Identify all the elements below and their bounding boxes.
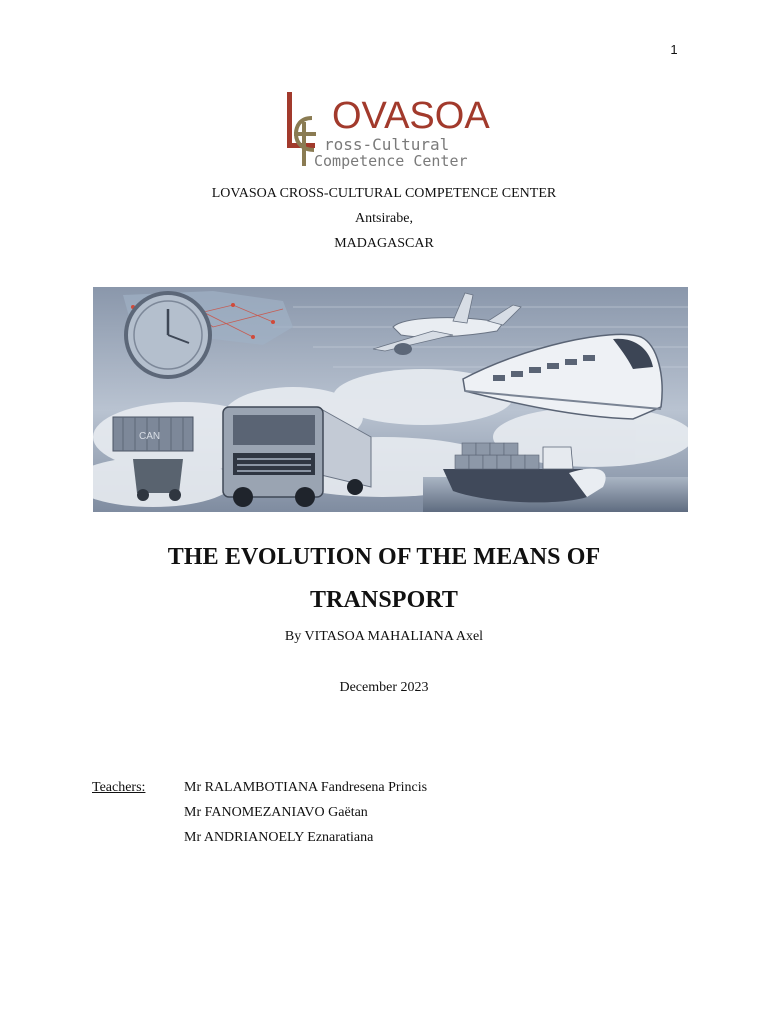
lovasoa-logo bbox=[284, 88, 504, 170]
document-title-line1: THE EVOLUTION OF THE MEANS OF bbox=[167, 544, 601, 570]
transport-collage-image bbox=[93, 287, 688, 512]
institution-name: LOVASOA CROSS-CULTURAL COMPETENCE CENTER bbox=[211, 186, 557, 201]
logo-name: OVASOA bbox=[332, 95, 490, 137]
logo-line2: Competence Center bbox=[314, 152, 468, 170]
container-label: CAN bbox=[139, 431, 161, 442]
clock-icon bbox=[126, 293, 210, 377]
institution-country: MADAGASCAR bbox=[334, 236, 434, 251]
document-date: December 2023 bbox=[339, 680, 429, 695]
page-number: 1 bbox=[670, 42, 678, 57]
logo-line1: ross-Cultural bbox=[324, 135, 450, 154]
logo-mark-icon bbox=[287, 92, 316, 166]
teacher-name: Mr ANDRIANOELY Eznaratiana bbox=[184, 830, 374, 845]
author-line: By VITASOA MAHALIANA Axel bbox=[284, 629, 484, 644]
institution-city: Antsirabe, bbox=[355, 211, 413, 226]
document-title-line2: TRANSPORT bbox=[309, 587, 459, 613]
teacher-name: Mr RALAMBOTIANA Fandresena Princis bbox=[184, 780, 428, 795]
teachers-label: Teachers: bbox=[92, 780, 146, 795]
teacher-name: Mr FANOMEZANIAVO Gaëtan bbox=[184, 805, 368, 820]
